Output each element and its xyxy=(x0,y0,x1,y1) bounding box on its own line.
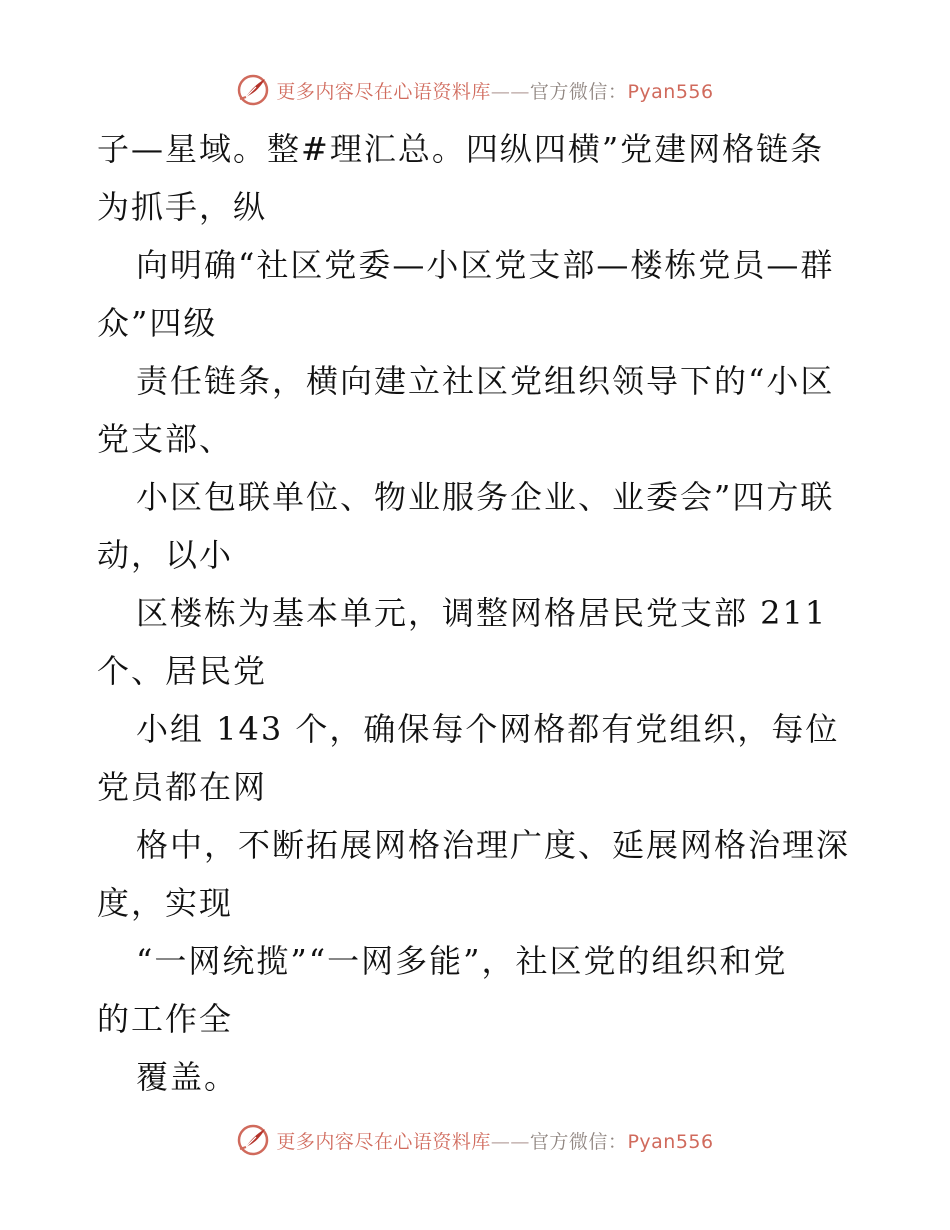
watermark-main-text: 更多内容尽在心语资料库 xyxy=(276,1130,491,1153)
body-line: 责任链条，横向建立社区党组织领导下的“小区 xyxy=(136,362,835,400)
feather-quill-logo-icon xyxy=(236,73,270,107)
watermark-wechat-id: Pyan556 xyxy=(627,1130,714,1153)
body-line: 子—星域。整#理汇总。四纵四横”党建网格链条 xyxy=(97,130,825,168)
body-line: 动，以小 xyxy=(97,536,234,574)
body-line: 的工作全 xyxy=(97,1000,234,1038)
watermark-label: 官方微信： xyxy=(529,80,628,103)
body-line: 向明确“社区党委—小区党支部—楼栋党员—群 xyxy=(136,246,835,284)
body-line: 小组 143 个，确保每个网格都有党组织，每位 xyxy=(136,710,840,748)
header-watermark xyxy=(0,70,950,110)
body-line: 众”四级 xyxy=(97,304,218,342)
body-line: 个、居民党 xyxy=(97,652,268,690)
watermark-label: 官方微信： xyxy=(529,1130,628,1153)
watermark-text xyxy=(276,1127,713,1154)
body-line: 党支部、 xyxy=(97,420,234,458)
feather-quill-logo-icon xyxy=(236,1123,270,1157)
body-line: 度，实现 xyxy=(97,884,234,922)
watermark-wechat-id: Pyan556 xyxy=(627,80,714,103)
watermark-text xyxy=(276,77,713,104)
body-line: 区楼栋为基本单元，调整网格居民党支部 211 xyxy=(136,594,828,632)
watermark-dash: —— xyxy=(490,1130,530,1153)
body-line: “一网统揽”“一网多能”，社区党的组织和党 xyxy=(136,942,788,980)
body-line: 覆盖。 xyxy=(136,1058,239,1096)
body-line: 格中，不断拓展网格治理广度、延展网格治理深 xyxy=(136,826,851,864)
body-line: 小区包联单位、物业服务企业、业委会”四方联 xyxy=(136,478,835,516)
body-line: 党员都在网 xyxy=(97,768,268,806)
watermark-main-text: 更多内容尽在心语资料库 xyxy=(276,80,491,103)
footer-watermark xyxy=(0,1120,950,1160)
body-line: 为抓手，纵 xyxy=(97,188,268,226)
watermark-dash: —— xyxy=(490,80,530,103)
